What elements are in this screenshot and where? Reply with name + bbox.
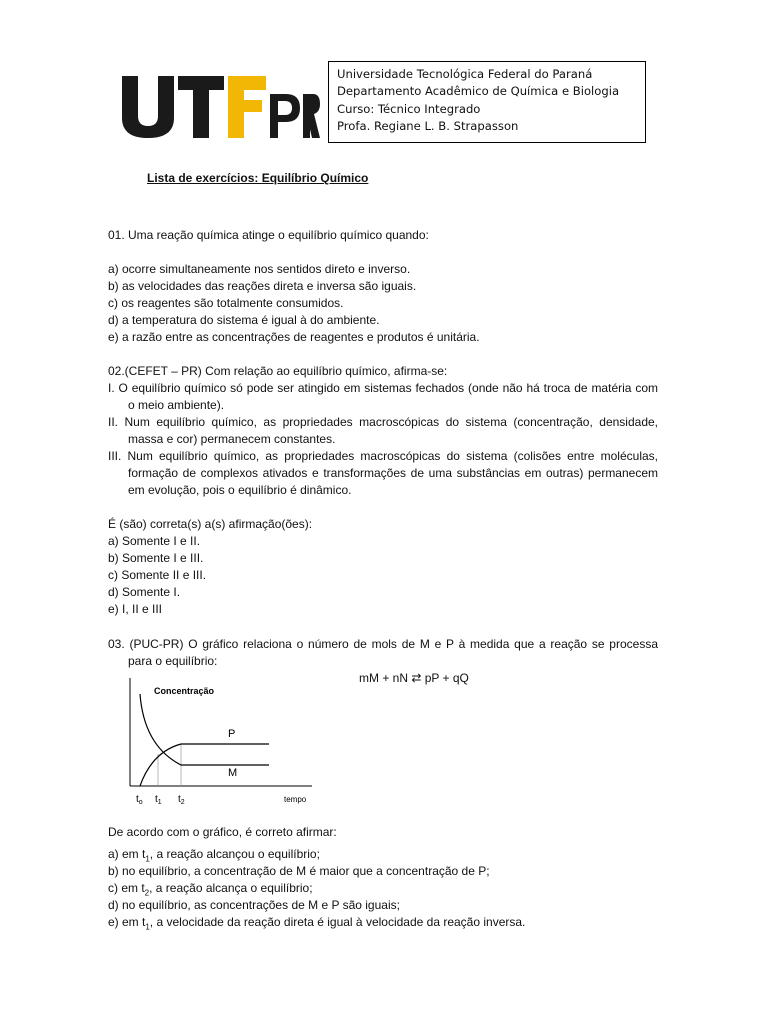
header-line-department: Departamento Acadêmico de Química e Biologia [337,84,620,99]
q2-option-b: b) Somente I e III. [108,551,204,565]
q3-stem: 03. (PUC-PR) O gráfico relaciona o número de mols de M e P à medida que a reação se processa para o equilíbrio: [108,637,658,668]
page-title: Lista de exercícios: Equilíbrio Químico [147,171,369,185]
q3-option-b: b) no equilíbrio, a concentração de M é maior que a concentração de P; [108,864,490,878]
series-m-line [140,694,269,765]
q2-option-a: a) Somente I e II. [108,534,201,548]
q3-option-d: d) no equilíbrio, as concentrações de M e P são iguais; [108,898,400,912]
y-axis-label: Concentração [154,686,215,696]
tick-t2: $t_2$ [178,794,185,806]
series-p-label: P [228,728,236,740]
q1-option-d: d) a temperatura do sistema é igual à do ambiente. [108,313,380,327]
q2-stem: 02.(CEFET – PR) Com relação ao equilíbrio químico, afirma-se: [108,364,448,378]
q3-option-c: c) em $t_2$, a reação alcança o equilíbrio; [108,881,313,898]
q2-statement-iii: III. Num equilíbrio químico, as propriedades macroscópicas do sistema (colisões entre moléculas, formação de complexos ativados e transformações de uma substâncias em outras) permanecem em evolução, pois o equilíbrio é dinâmico. [108,449,658,497]
logo-letter-r [303,94,320,138]
x-axis-label: tempo [284,795,307,804]
institution-header [328,61,646,143]
q2-option-c: c) Somente II e III. [108,568,207,582]
q1-stem: 01. Uma reação química atinge o equilíbrio químico quando: [108,228,429,242]
header-line-course: Curso: Técnico Integrado [337,101,481,116]
logo-letter-f [228,76,266,138]
q1-option-b: b) as velocidades das reações direta e inversa são iguais. [108,279,417,293]
q1-option-c: c) os reagentes são totalmente consumidos. [108,296,344,310]
q3-prompt: De acordo com o gráfico, é correto afirmar: [108,825,337,839]
q2-statement-ii: II. Num equilíbrio químico, as propriedades macroscópicas do sistema (concentração, densidade, massa e cor) permanecem constantes. [108,415,658,446]
header-line-university: Universidade Tecnológica Federal do Paraná [337,67,593,81]
q3-option-e: e) em $t_1$, a velocidade da reação direta é igual à velocidade da reação inversa. [108,915,526,932]
concentration-chart [112,674,342,808]
q1-option-a: a) ocorre simultaneamente nos sentidos direto e inverso. [108,262,411,276]
header-line-professor: Profa. Regiane L. B. Strapasson [337,119,519,134]
logo-letter-p [270,94,300,138]
q2-option-d: d) Somente I. [108,585,181,599]
logo-letter-u [122,76,174,138]
tick-t0: $t_o$ [136,794,143,806]
q2-statement-i: I. O equilíbrio químico só pode ser atingido em sistemas fechados (onde não há troca de matéria com o meio ambiente). [108,381,658,412]
q3-option-a: a) em $t_1$, a reação alcançou o equilíbrio; [108,847,320,864]
q2-option-e: e) I, II e III [108,602,163,616]
logo-letter-t [178,76,224,138]
utfpr-logo [120,72,320,140]
q1-option-e: e) a razão entre as concentrações de reagentes e produtos é unitária. [108,330,480,344]
q2-prompt: É (são) correta(s) a(s) afirmação(ões): [108,517,313,531]
q3-equation: mM + nN ⇄ pP + qQ [359,671,469,685]
tick-t1: $t_1$ [155,794,162,806]
series-m-label: M [228,767,238,779]
